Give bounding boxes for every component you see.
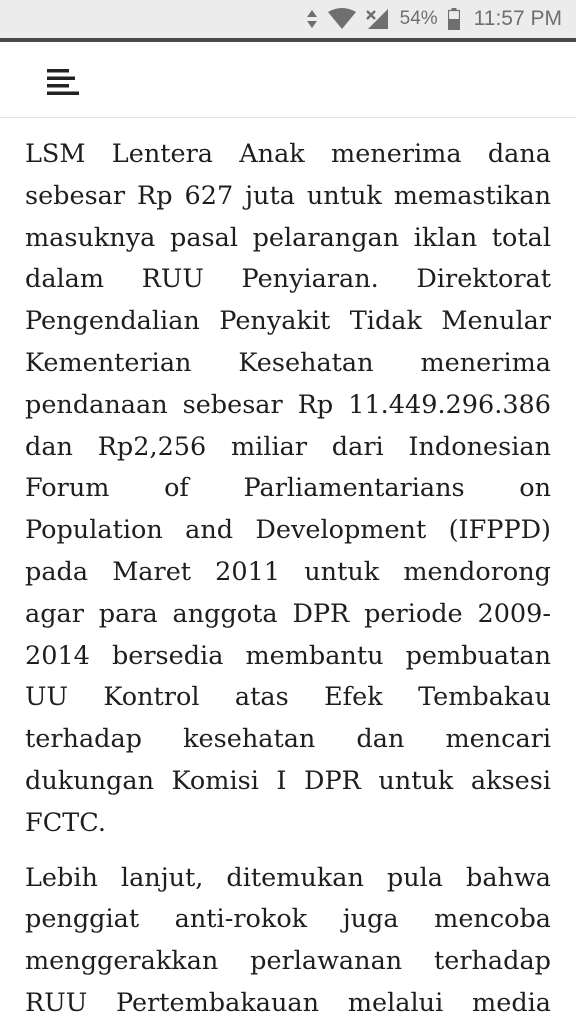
text-line: Population and Development (IFPPD) [25, 515, 551, 546]
app-bar [0, 42, 576, 118]
article-paragraph [25, 858, 551, 1024]
text-line: terhadap kesehatan dan mencari [25, 724, 551, 755]
text-line: pada Maret 2011 untuk mendorong [25, 556, 551, 587]
text-line: UU Kontrol atas Efek Tembakau [25, 682, 551, 713]
wifi-icon [328, 8, 356, 30]
data-arrows-icon [306, 9, 318, 29]
text-line: agar para anggota DPR periode 2009- [25, 598, 551, 629]
menu-icon [47, 69, 81, 99]
text-line: dalam RUU Penyiaran. Direktorat [25, 264, 551, 295]
clock: 11:57 PM [473, 7, 562, 30]
article-body [25, 134, 551, 1024]
text-line: Lebih lanjut, ditemukan pula bahwa [25, 862, 551, 893]
text-line: RUU Pertembakauan melalui media [25, 987, 551, 1018]
status-bar [0, 0, 576, 38]
signal-off-icon [366, 8, 390, 30]
text-line: sebesar Rp 627 juta untuk memastikan [25, 180, 551, 211]
text-line: dukungan Komisi I DPR untuk aksesi [25, 765, 551, 796]
text-line: LSM Lentera Anak menerima dana [25, 139, 551, 169]
text-line: masuknya pasal pelarangan iklan total [25, 222, 551, 253]
battery-icon [448, 8, 460, 30]
text-line: dan Rp2,256 miliar dari Indonesian [25, 431, 551, 462]
article-paragraph [25, 134, 551, 845]
text-line: 2014 bersedia membantu pembuatan [25, 640, 551, 671]
text-line: penggiat anti-rokok juga mencoba [25, 904, 551, 935]
menu-button[interactable] [40, 64, 88, 104]
text-line: menggerakkan perlawanan terhadap [25, 946, 551, 977]
text-line: FCTC. [25, 807, 106, 838]
text-line: pendanaan sebesar Rp 11.449.296.386 [25, 389, 551, 420]
text-line: Pengendalian Penyakit Tidak Menular [25, 306, 551, 337]
text-line: Forum of Parliamentarians on [25, 473, 551, 504]
battery-percentage: 54% [399, 8, 438, 29]
text-line: Kementerian Kesehatan menerima [25, 347, 551, 378]
